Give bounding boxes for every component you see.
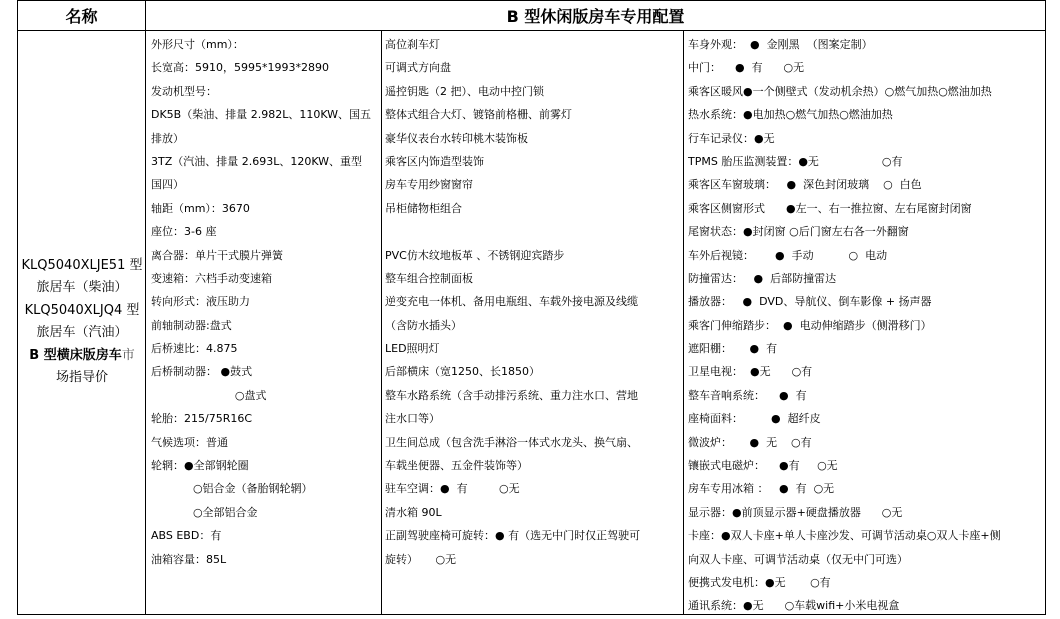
spec-line: 排放） — [151, 131, 184, 145]
model-line: 旅居车（汽油） — [36, 325, 128, 340]
spec-line: 外形尺寸（mm）： — [151, 38, 244, 51]
column-divider — [381, 30, 382, 614]
spec-line: 通讯系统：●无 ○车载wifi+小米电视盒 — [688, 599, 900, 613]
spec-line — [385, 220, 685, 243]
spec-line: DK5B（柴油、排量 2.982L、110KW、国五 — [151, 108, 372, 122]
spec-line: 便携式发电机：●无 ○有 — [688, 575, 831, 589]
model-line: 场指导价 — [55, 370, 108, 385]
spec-line: 离合器：单片干式膜片弹簧 — [151, 248, 283, 262]
spec-line: 逆变充电一体机、备用电瓶组、车载外接电源及线缆 — [385, 295, 638, 309]
spec-line: 整体式组合大灯、镀铬前格栅、前雾灯 — [385, 108, 572, 122]
spec-line: 国四） — [151, 178, 184, 192]
spec-line: 遮阳棚： ● 有 — [688, 342, 778, 356]
spec-line: 微波炉： ● 无 ○有 — [688, 435, 812, 449]
spec-line: 座椅面料： ● 超纤皮 — [688, 412, 821, 426]
spec-line: 遥控钥匙（2 把）、电动中控门锁 — [385, 84, 544, 98]
spec-line: 气候选项：普通 — [151, 435, 228, 449]
spec-line: 座位：3-6 座 — [151, 225, 217, 239]
spec-line: 前轴制动器:盘式 — [151, 318, 232, 332]
spec-line: 房车专用冰箱 ： ● 有 ○无 — [688, 482, 835, 496]
spec-line: 后部横床（宽1250、长1850） — [385, 365, 540, 379]
spec-line: 正副驾驶座椅可旋转：● 有（选无中门时仅正驾驶可 — [385, 529, 641, 543]
spec-column-interior — [385, 33, 685, 571]
spec-line: 播放器： ● DVD、导航仪、倒车影像 + 扬声器 — [688, 295, 932, 309]
name-column-header: 名称 — [18, 1, 146, 32]
spec-line: 整车水路系统（含手动排污系统、重力注水口、营地 — [385, 388, 638, 402]
spec-line: 镶嵌式电磁炉： ●有 ○无 — [688, 459, 838, 473]
model-name-cell — [18, 30, 146, 614]
spec-line: 车身外观： ● 金刚黑 （图案定制） — [688, 38, 873, 51]
spec-line: 乘客区内饰造型装饰 — [385, 154, 484, 168]
spec-line: 3TZ（汽油、排量 2.693L、120KW、重型 — [151, 154, 363, 168]
spec-line: 卫生间总成（包含洗手淋浴一体式水龙头、换气扇、 — [385, 435, 638, 449]
spec-line: 车外后视镜： ● 手动 ○ 电动 — [688, 248, 888, 262]
spec-column-options — [688, 33, 1043, 618]
spec-line: 清水箱 90L — [385, 505, 442, 519]
spec-line: 乘客区车窗玻璃： ● 深色封闭玻璃 ○ 白色 — [688, 178, 922, 192]
spec-line: 卫星电视： ●无 ○有 — [688, 365, 813, 379]
spec-line: 轮辋：●全部钢轮圈 — [151, 459, 249, 473]
spec-line: 可调式方向盘 — [385, 61, 451, 75]
spec-line: 整车组合控制面板 — [385, 271, 473, 285]
spec-column-basic — [151, 33, 379, 571]
spec-line: 注水口等） — [385, 412, 440, 426]
spec-line: TPMS 胎压监测装置：●无 ○有 — [688, 154, 903, 168]
spec-line: 变速箱：六档手动变速箱 — [151, 271, 272, 285]
spec-line: 行车记录仪：●无 — [688, 131, 775, 145]
spec-line: ○铝合金（备胎钢轮辋） — [151, 482, 313, 496]
spec-line: 旋转） ○无 — [385, 552, 457, 566]
spec-line: 乘客区暖风●一个侧壁式（发动机余热）○燃气加热○燃油加热 — [688, 84, 992, 98]
spec-line: 高位刹车灯 — [385, 38, 440, 51]
spec-line: PVC仿木纹地板革 、不锈钢迎宾踏步 — [385, 248, 565, 262]
spec-line: 车载坐便器、五金件装饰等） — [385, 459, 528, 473]
spec-line: 乘客区侧窗形式 ●左一、右一推拉窗、左右尾窗封闭窗 — [688, 201, 972, 215]
model-line: KLQ5040XLJE51 型 — [21, 257, 143, 273]
spec-line: 油箱容量：85L — [151, 552, 227, 566]
spec-line: 整车音响系统： ● 有 — [688, 388, 807, 402]
spec-line: 豪华仪表台水转印桃木装饰板 — [385, 131, 528, 145]
spec-line: 向双人卡座、可调节活动桌（仅无中门可选） — [688, 552, 908, 566]
spec-table — [17, 0, 1047, 615]
spec-line: 卡座：●双人卡座+单人卡座沙发、可调节活动桌○双人卡座+侧 — [688, 529, 1001, 543]
spec-line: ○盘式 — [151, 388, 267, 402]
spec-line: 长宽高：5910，5995*1993*2890 — [151, 61, 329, 75]
table-body — [17, 30, 1046, 615]
spec-line: 尾窗状态：●封闭窗 ○后门窗左右各一外翻窗 — [688, 225, 909, 239]
table-title: B 型休闲版房车专用配置 — [506, 7, 685, 26]
spec-line: 后桥制动器： ●鼓式 — [151, 365, 253, 379]
model-variant-suffix: 市 — [121, 347, 135, 363]
spec-line: 驻车空调：● 有 ○无 — [385, 482, 520, 496]
spec-line: 热水系统：●电加热○燃气加热○燃油加热 — [688, 108, 893, 122]
spec-line: 后桥速比：4.875 — [151, 342, 238, 356]
spec-line: 轮胎：215/75R16C — [151, 412, 253, 426]
spec-line: LED照明灯 — [385, 342, 440, 356]
table-header-row — [17, 0, 1046, 31]
spec-line: 转向形式：液压助力 — [151, 295, 250, 309]
spec-line: 乘客门伸缩踏步： ● 电动伸缩踏步（侧滑移门） — [688, 318, 932, 332]
spec-line: 显示器：●前顶显示器+硬盘播放器 ○无 — [688, 505, 903, 519]
model-line — [22, 345, 143, 368]
spec-line: 发动机型号： — [151, 84, 217, 98]
spec-line: 房车专用纱窗窗帘 — [385, 178, 473, 192]
model-variant: B 型横床版房车 — [29, 347, 122, 363]
spec-line: （含防水插头） — [385, 318, 462, 332]
spec-line: ABS EBD：有 — [151, 529, 222, 543]
spec-line: 防撞雷达： ● 后部防撞雷达 — [688, 271, 837, 285]
spec-line: ○全部铝合金 — [151, 505, 258, 519]
model-line: 旅居车（柴油） — [36, 280, 128, 295]
model-line: KLQ5040XLJQ4 型 — [24, 302, 140, 318]
spec-line: 轴距（mm）：3670 — [151, 201, 250, 215]
spec-line: 吊柜储物柜组合 — [385, 201, 462, 215]
spec-line: 中门： ● 有 ○无 — [688, 61, 805, 75]
